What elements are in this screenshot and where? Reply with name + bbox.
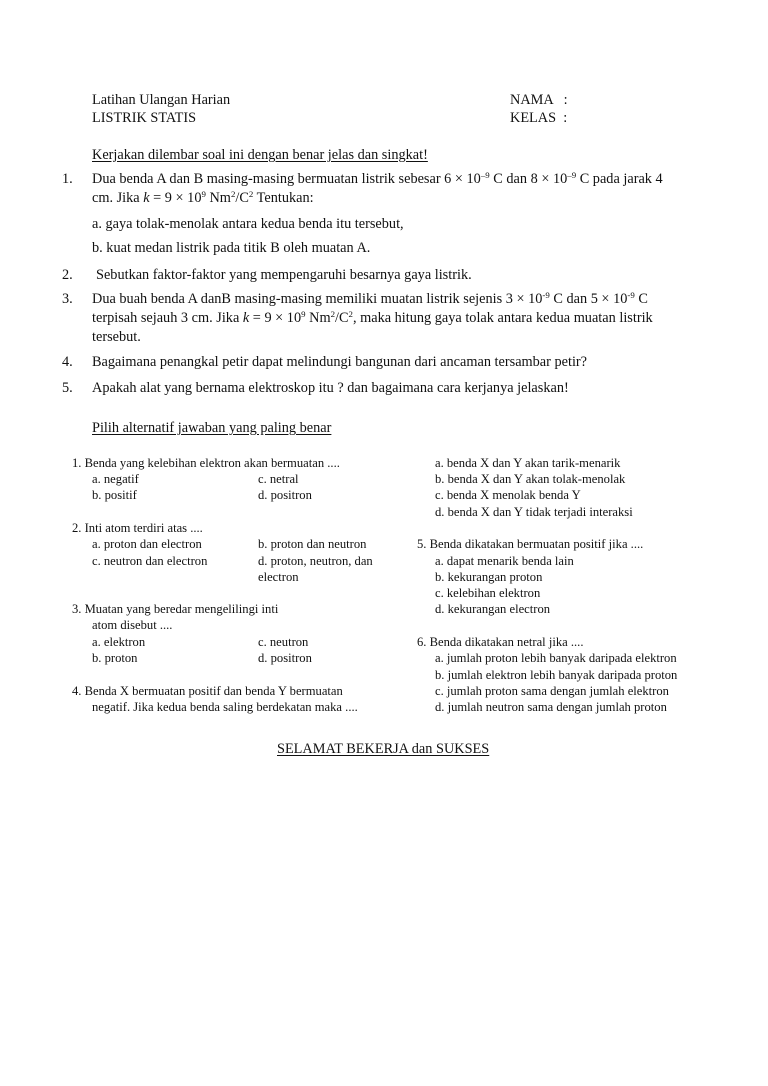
mc-q5-option-b: b. kekurangan proton xyxy=(435,570,543,584)
mc-q6-option-b: b. jumlah elektron lebih banyak daripada proton xyxy=(435,668,678,682)
mc-q4-option-a: a. benda X dan Y akan tarik-menarik xyxy=(435,456,621,470)
mc-q4-stem-cont: negatif. Jika kedua benda saling berdekatan maka .... xyxy=(92,700,358,714)
mc-q4-option-b: b. benda X dan Y akan tolak-menolak xyxy=(435,472,626,486)
kelas-label: KELAS : xyxy=(510,110,568,126)
mc-q5-option-d: d. kekurangan electron xyxy=(435,602,551,616)
header-subtitle: LISTRIK STATIS xyxy=(92,110,197,126)
mc-q1-option-c: c. netral xyxy=(258,472,299,486)
mc-q3-option-a: a. elektron xyxy=(92,635,146,649)
nama-label: NAMA : xyxy=(510,92,568,108)
essay-q4-number: 4. xyxy=(62,354,73,370)
essay-instruction: Kerjakan dilembar soal ini dengan benar jelas dan singkat! xyxy=(92,147,428,163)
closing-message: SELAMAT BEKERJA dan SUKSES xyxy=(277,741,490,757)
essay-q1-line1: Dua benda A dan B masing-masing bermuatan listrik sebesar $6 \times 10^{-9}$ C dan $8 \times 10^{-9}$ C pada jarak 4 xyxy=(92,170,663,187)
essay-q3-line2: terpisah sejauh 3 cm. Jika $k = 9 \times 10^9$ $Nm^2/C^2$, maka hitung gaya tolak antara kedua muatan listrik xyxy=(92,309,653,326)
mc-q6-option-c: c. jumlah proton sama dengan jumlah elektron xyxy=(435,684,669,698)
mc-q1-option-b: b. positif xyxy=(92,488,137,502)
essay-q1-line2: cm. Jika $k = 9 \times 10^9$ $Nm^2/C^2$ Tentukan: xyxy=(92,189,314,206)
mc-q5-option-a: a. dapat menarik benda lain xyxy=(435,554,574,568)
mc-q2-option-a: a. proton dan electron xyxy=(92,537,202,551)
essay-q1-option-a: a. gaya tolak-menolak antara kedua benda itu tersebut, xyxy=(92,216,404,232)
mc-q2-option-b: b. proton dan neutron xyxy=(258,537,367,551)
mc-q1-option-a: a. negatif xyxy=(92,472,139,486)
essay-q2-text: Sebutkan faktor-faktor yang mempengaruhi besarnya gaya listrik. xyxy=(96,267,472,283)
mc-q4-stem: 4. Benda X bermuatan positif dan benda Y bermuatan xyxy=(72,684,343,698)
mc-q5-option-c: c. kelebihan elektron xyxy=(435,586,541,600)
essay-q5-text: Apakah alat yang bernama elektroskop itu ? dan bagaimana cara kerjanya jelaskan! xyxy=(92,380,569,396)
mc-q3-option-b: b. proton xyxy=(92,651,138,665)
mc-q2-stem: 2. Inti atom terdiri atas .... xyxy=(72,521,203,535)
header-title: Latihan Ulangan Harian xyxy=(92,92,231,108)
mc-q2-option-c: c. neutron dan electron xyxy=(92,554,208,568)
mc-q6-option-a: a. jumlah proton lebih banyak daripada elektron xyxy=(435,651,677,665)
mc-q3-stem: 3. Muatan yang beredar mengelilingi inti xyxy=(72,602,279,616)
mc-q2-option-d-cont: electron xyxy=(258,570,299,584)
essay-q4-text: Bagaimana penangkal petir dapat melindungi bangunan dari ancaman tersambar petir? xyxy=(92,354,588,370)
essay-q3-number: 3. xyxy=(62,291,73,307)
mc-q4-option-d: d. benda X dan Y tidak terjadi interaksi xyxy=(435,505,633,519)
mc-q2-option-d: d. proton, neutron, dan xyxy=(258,554,373,568)
mc-q3-option-d: d. positron xyxy=(258,651,312,665)
essay-q1-option-b: b. kuat medan listrik pada titik B oleh muatan A. xyxy=(92,240,371,256)
mc-q6-stem: 6. Benda dikatakan netral jika .... xyxy=(417,635,584,649)
mc-q1-option-d: d. positron xyxy=(258,488,312,502)
mc-q5-stem: 5. Benda dikatakan bermuatan positif jika .... xyxy=(417,537,644,551)
essay-q5-number: 5. xyxy=(62,380,73,396)
mc-q3-stem-cont: atom disebut .... xyxy=(92,618,173,632)
essay-q1-number: 1. xyxy=(62,171,73,187)
essay-q3-line3: tersebut. xyxy=(92,329,141,345)
mc-q1-stem: 1. Benda yang kelebihan elektron akan bermuatan .... xyxy=(72,456,340,470)
mc-q3-option-c: c. neutron xyxy=(258,635,309,649)
mc-q6-option-d: d. jumlah neutron sama dengan jumlah proton xyxy=(435,700,667,714)
essay-q3-line1: Dua buah benda A danB masing-masing memiliki muatan listrik sejenis $3 \times 10^{-9}$ C dan $5 \times 10^{-9}$ C xyxy=(92,290,648,307)
essay-q2-number: 2. xyxy=(62,267,73,283)
mc-q4-option-c: c. benda X menolak benda Y xyxy=(435,488,581,502)
mc-instruction: Pilih alternatif jawaban yang paling benar xyxy=(92,420,332,436)
